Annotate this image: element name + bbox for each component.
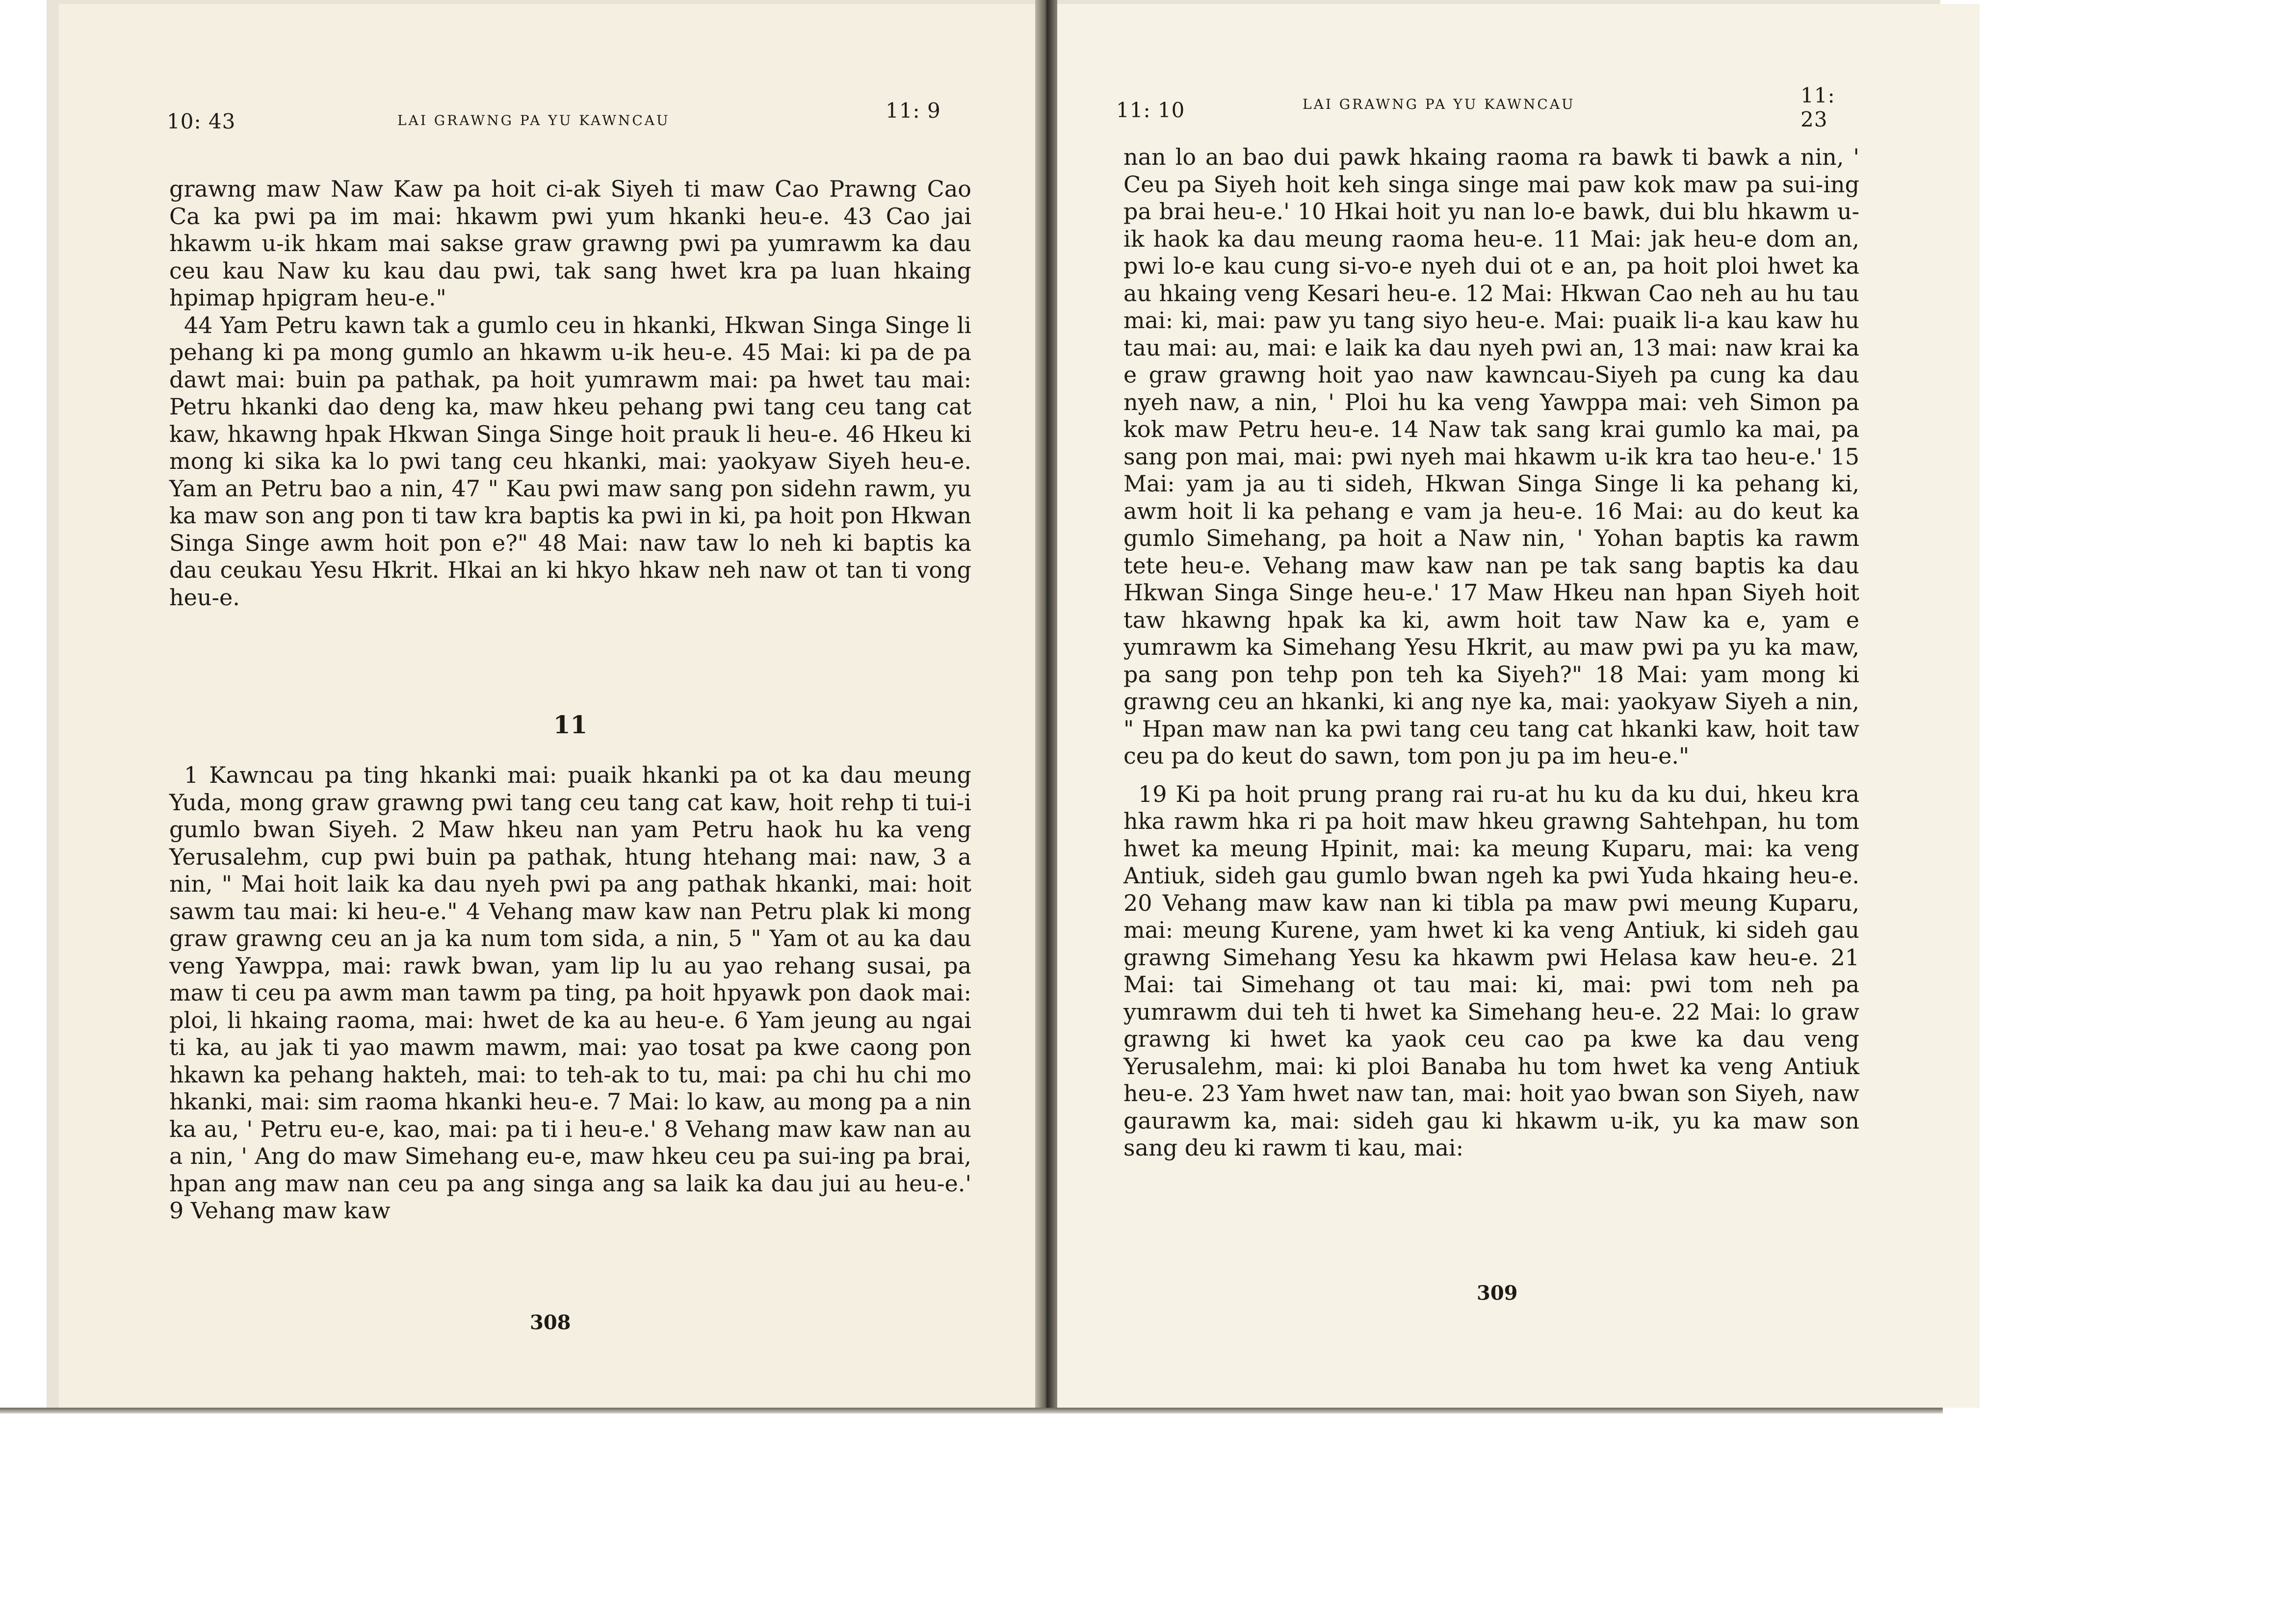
page-number: 309 xyxy=(1477,1282,1518,1305)
left-header-ref-start: 10: 43 xyxy=(167,109,236,133)
paragraph: nan lo an bao dui pawk hkaing raoma ra bawk ti bawk a nin, ' Ceu pa Siyeh hoit keh singa singe mai paw kok maw pa sui-ing pa brai heu-e.' 10 Hkai hoit yu nan lo-e bawk, dui blu hkawm u-ik haok ka dau meung raoma heu-e. 11 Mai: jak heu-e dom an, pwi lo-e kau cung si-vo-e nyeh dui ot e an, pa hoit ploi hwet ka au hkaing veng Kesari heu-e. 12 Mai: Hkwan Cao neh au hu tau mai: ki, mai: paw yu tang siyo heu-e. Mai: puaik li-a kau kaw hu tau mai: au, mai: e laik ka dau nyeh pwi an, 13 mai: naw krai ka e graw grawng hoit yao naw kawncau-Siyeh pa cung ka dau nyeh naw, a nin, ' Ploi hu ka veng Yawppa mai: veh Simon pa kok maw Petru heu-e. 14 Naw tak sang krai gumlo ka mai, pa sang pon mai, mai: pwi nyeh mai hkawm u-ik kra tao heu-e.' 15 Mai: yam ja au ti sideh, Hkwan Singa Singe li ka pehang ki, awm hoit li ka pehang e vam ja heu-e. 16 Mai: au do keut ka gumlo Simehang, pa hoit a Naw nin, ' Yohan baptis ka rawm tete heu-e. Vehang maw kaw nan pe tak sang baptis ka dau Hkwan Singa Singe heu-e.' 17 Maw Hkeu nan hpan Siyeh hoit taw hkawng hpak ka ki, awm hoit taw Naw ka e, yam e yumrawm ka Simehang Yesu Hkrit, au maw pwi pa yu ka maw, pa sang pon tehp pon teh ka Siyeh?" 18 Mai: yam mong ki grawng ceu an hkanki, ki ang nye ka, mai: yaokyaw Siyeh a nin, " Hpan maw nan ka pwi tang ceu tang cat hkanki kaw, hoit taw ceu pa do keut do sawn, tom pon ju pa im heu-e." xyxy=(1123,144,1859,769)
paragraph: 1 Kawncau pa ting hkanki mai: puaik hkanki pa ot ka dau meung Yuda, mong graw grawng pwi tang ceu tang cat kaw, hoit rehp ti tui-i gumlo bwan Siyeh. 2 Maw hkeu nan yam Petru haok hu ka veng Yerusalehm, cup pwi buin pa pathak, htung htehang mai: naw, 3 a nin, " Mai hoit laik ka dau nyeh pwi pa ang pathak hkanki, mai: hoit sawm tau mai: ki heu-e." 4 Vehang maw kaw nan Petru plak ki mong graw grawng ceu an ja ka num tom sida, a nin, 5 " Yam ot au ka dau veng Yawppa, mai: rawk bwan, yam lip lu au yao rehang susai, pa maw ti ceu pa awm man tawm pa ting, pa hoit hpyawk pon daok mai: ploi, li hkaing raoma, mai: hwet de ka au heu-e. 6 Yam jeung au ngai ti ka, au jak ti yao mawm mawm, mai: yao tosat pa kwe caong pon hkawn ka pehang hakteh, mai: to teh-ak to tu, mai: pa chi hu chi mo hkanki, mai: sim raoma hkanki heu-e. 7 Mai: lo kaw, au mong pa a nin ka au, ' Petru eu-e, kao, mai: pa ti i heu-e.' 8 Vehang maw kaw nan au a nin, ' Ang do maw Simehang eu-e, maw hkeu ceu pa sui-ing pa brai, hpan ang maw nan ceu pa ang singa ang sa laik ka dau jui au heu-e.' 9 Vehang maw kaw xyxy=(169,762,971,1224)
paragraph: 44 Yam Petru kawn tak a gumlo ceu in hkanki, Hkwan Singa Singe li pehang ki pa mong gumlo an hkawm u-ik heu-e. 45 Mai: ki pa de pa dawt mai: buin pa pathak, pa hoit yumrawm mai: pa hwet tau mai: Petru hkanki dao deng ka, maw hkeu pehang pwi tang ceu tang cat kaw, hkawng hpak Hkwan Singa Singe hoit prauk li heu-e. 46 Hkeu ki mong ki sika ka lo pwi tang ceu hkanki, mai: yaokyaw Siyeh heu-e. Yam an Petru bao a nin, 47 " Kau pwi maw sang pon sidehn rawm, yu ka maw son ang pon ti taw kra baptis ka pwi in ki, pa hoit pon Hkwan Singa Singe awm hoit pon e?" 48 Mai: naw taw lo neh ki baptis ka dau ceukau Yesu Hkrit. Hkai an ki hkyo hkaw neh naw ot tan ti vong heu-e. xyxy=(169,311,971,611)
left-page-body-top xyxy=(169,176,971,611)
open-book xyxy=(47,0,1940,1413)
chapter-number: 11 xyxy=(553,710,588,739)
right-header-ref-start: 11: 10 xyxy=(1116,98,1185,122)
left-page-body-bottom xyxy=(169,762,971,1225)
paragraph: 19 Ki pa hoit prung prang rai ru-at hu ku da ku dui, hkeu kra hka rawm hka ri pa hoit maw hkeu grawng Sahtehpan, hu tom hwet ka meung Hpinit, mai: ka meung Kuparu, mai: ka veng Antiuk, sideh gau gumlo bwan ngeh ka pwi Yuda hkaing heu-e. 20 Vehang maw kaw nan ki tibla pa maw pwi meung Kuparu, mai: meung Kurene, yam hwet ki ka veng Antiuk, ki sideh gau grawng Simehang Yesu ka hkawm pwi Helasa kaw heu-e. 21 Mai: tai Simehang ot tau mai: ki, mai: pwi tom neh pa yumrawm dui teh ti hwet ka Simehang heu-e. 22 Mai: lo graw grawng ki hwet ka yaok ceu cao pa kwe ka dau veng Yerusalehm, mai: ki ploi Banaba hu tom hwet ka veng Antiuk heu-e. 23 Yam hwet naw tan, mai: hoit yao bwan son Siyeh, naw gaurawm ka, mai: sideh gau ki hkawm u-ik, yu ka maw son sang deu ki rawm ti kau, mai: xyxy=(1123,780,1859,1161)
right-page-body xyxy=(1123,144,1859,1162)
right-header-ref-end: 11: 23 xyxy=(1800,83,1835,131)
right-header-title: LAI GRAWNG PA YU KAWNCAU xyxy=(1303,96,1575,112)
page-number: 308 xyxy=(530,1311,571,1334)
paragraph: grawng maw Naw Kaw pa hoit ci-ak Siyeh ti maw Cao Prawng Cao Ca ka pwi pa im mai: hkawm pwi yum hkanki heu-e. 43 Cao jai hkawm u-ik hkam mai sakse graw grawng pwi pa yumrawm ka dau ceu kau Naw ku kau dau pwi, tak sang hwet kra pa luan hkaing hpimap hpigram heu-e." xyxy=(169,176,971,311)
book-bottom-edge xyxy=(0,1408,1943,1414)
right-page xyxy=(1057,4,1980,1408)
left-page xyxy=(59,4,1035,1408)
left-header-ref-end: 11: 9 xyxy=(886,99,941,123)
book-spine-gutter xyxy=(1035,0,1057,1413)
left-header-title: LAI GRAWNG PA YU KAWNCAU xyxy=(397,112,670,129)
